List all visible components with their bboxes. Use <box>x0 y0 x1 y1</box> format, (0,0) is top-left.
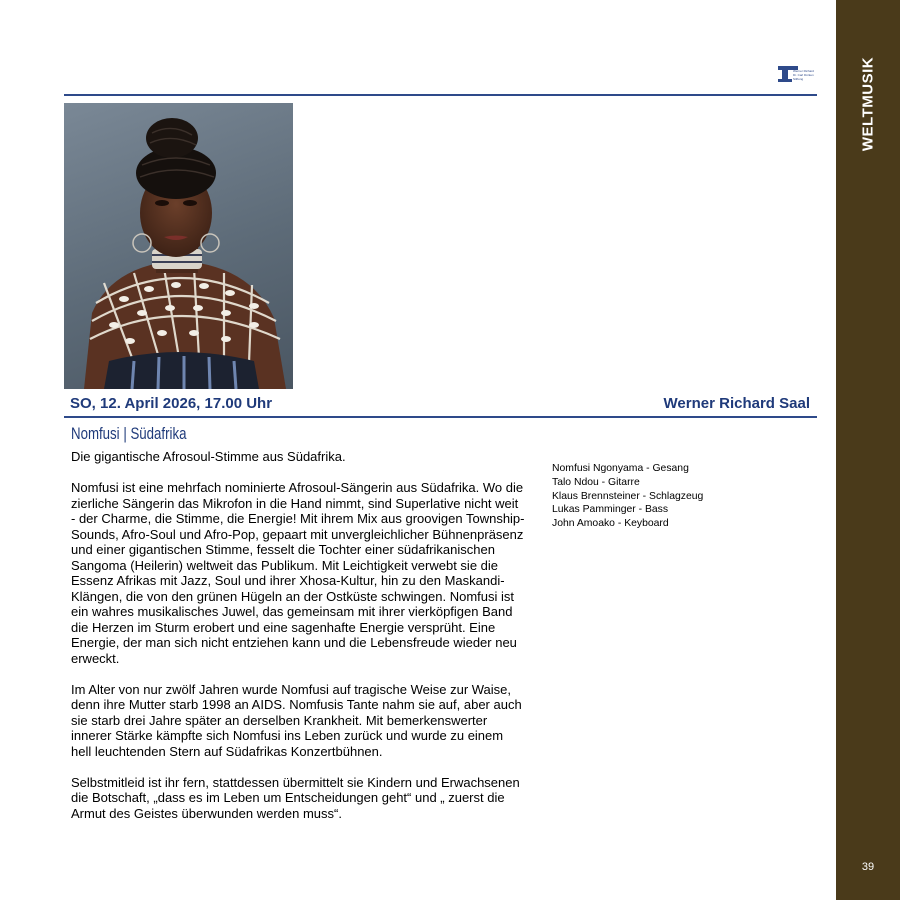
lineup-item: Lukas Pamminger - Bass <box>552 504 669 516</box>
intro-paragraph: Die gigantische Afrosoul-Stimme aus Südafrika. <box>71 449 346 464</box>
lineup-item: Nomfusi Ngonyama - Gesang <box>552 463 689 474</box>
logo-text-3: Stiftung <box>793 77 804 81</box>
artist-photo <box>64 103 293 389</box>
logo-text-1: Werner Richard <box>793 69 814 73</box>
paragraph-1: Nomfusi ist eine mehrfach nominierte Afrosoul-Sängerin aus Südafrika. Wo die zierliche Sängerin das Mikrofon in die Hand nimmt, sind Superlative nicht weit - der Charme, die Stimme, die Energie! Mit ihrem Mix aus groovigen Township-Sounds, Afro-Soul und Afro-Pop, gepaart mit unvergleichlicher Bühnenpräsenz und einer gigantischen Stimme, fesselt die Tochter einer südafrikanischen Sangoma (Heilerin) weltweit das Publikum. Mit Leichtigkeit verwebt sie die Essenz Afrikas mit Jazz, Soul und ihrer Xhosa-Kultur, hin zu den Maskandi-Klängen, die von den grünen Hügeln an der Ostküste schwingen. Nomfusi ist ein wahres musikalisches Juwel, das gemeinsam mit ihrer vierköpfigen Band die Herzen im Sturm erobert und eine sagenhafte Energie versprüht. Eine Energie, der man sich nicht entziehen kann und die Lebensfreude wieder neu erweckt. <box>71 480 525 666</box>
section-label: WELTMUSIK <box>859 56 877 152</box>
paragraph-3: Selbstmitleid ist ihr fern, stattdessen übermittelt sie Kindern und Erwachsenen die Botschaft, „dass es im Leben um Entscheidungen geht“ und „ zuerst die Armut des Geistes überwunden werden muss“. <box>71 774 520 821</box>
foundation-logo <box>778 64 818 86</box>
middle-rule <box>64 416 817 418</box>
logo-mark-base <box>778 79 792 82</box>
artist-portrait-illustration <box>64 103 293 389</box>
article-body <box>71 449 526 837</box>
band-lineup <box>552 462 703 531</box>
lineup-item: Klaus Brennsteiner - Schlagzeug <box>552 490 704 502</box>
paragraph-2: Im Alter von nur zwölf Jahren wurde Nomfusi auf tragische Weise zur Waise, denn ihre Mutter starb 1998 an AIDS. Nomfusis Tante nahm sie auf, aber auch sie starb drei Jahre später an derselben Krankheit. Mit bemerkenswerter innerer Stärke kämpfte sich Nomfusi ins Leben zurück und wurde zu einem hell leuchtenden Stern auf Südafrikas Konzertbühnen. <box>71 681 522 759</box>
artist-title: Nomfusi | Südafrika <box>71 424 187 443</box>
event-date: SO, 12. April 2026, 17.00 Uhr <box>70 395 273 412</box>
lineup-item: Talo Ndou - Gitarre <box>552 476 640 488</box>
top-rule <box>64 94 817 96</box>
event-venue: Werner Richard Saal <box>663 395 810 412</box>
logo-text-2: Dr. Carl Dörken <box>793 73 814 77</box>
lineup-item: John Amoako - Keyboard <box>552 518 669 530</box>
page-number: 39 <box>861 861 875 873</box>
